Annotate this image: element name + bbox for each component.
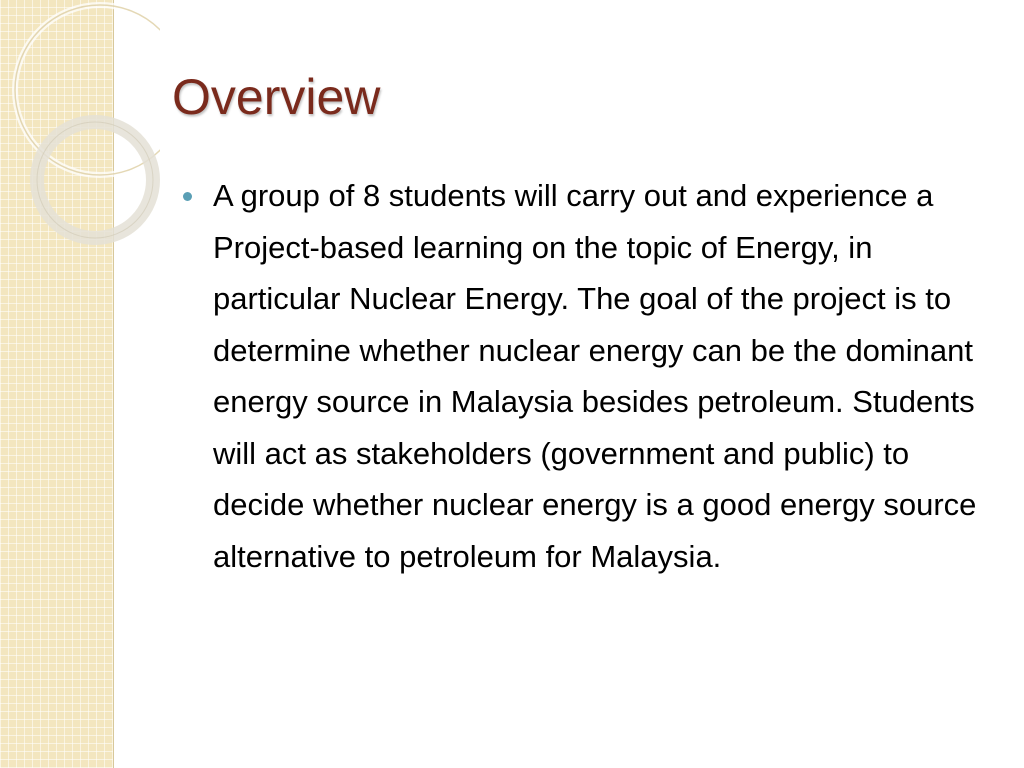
bullet-list bbox=[180, 170, 1000, 582]
bullet-item bbox=[180, 170, 1000, 582]
decorative-rings-icon bbox=[0, 0, 160, 280]
bullet-text: A group of 8 students will carry out and experience a Project-based learning on the topic of Energy, in particular Nuclear Energy. The goal of the project is to determine whether nuclear energy can be the dominant energy source in Malaysia besides petroleum. Students will act as stakeholders (government and public) to decide whether nuclear energy is a good energy source alternative to petroleum for Malaysia. bbox=[213, 178, 977, 574]
slide-title: Overview bbox=[172, 69, 381, 125]
bullet-point-icon bbox=[183, 192, 192, 201]
